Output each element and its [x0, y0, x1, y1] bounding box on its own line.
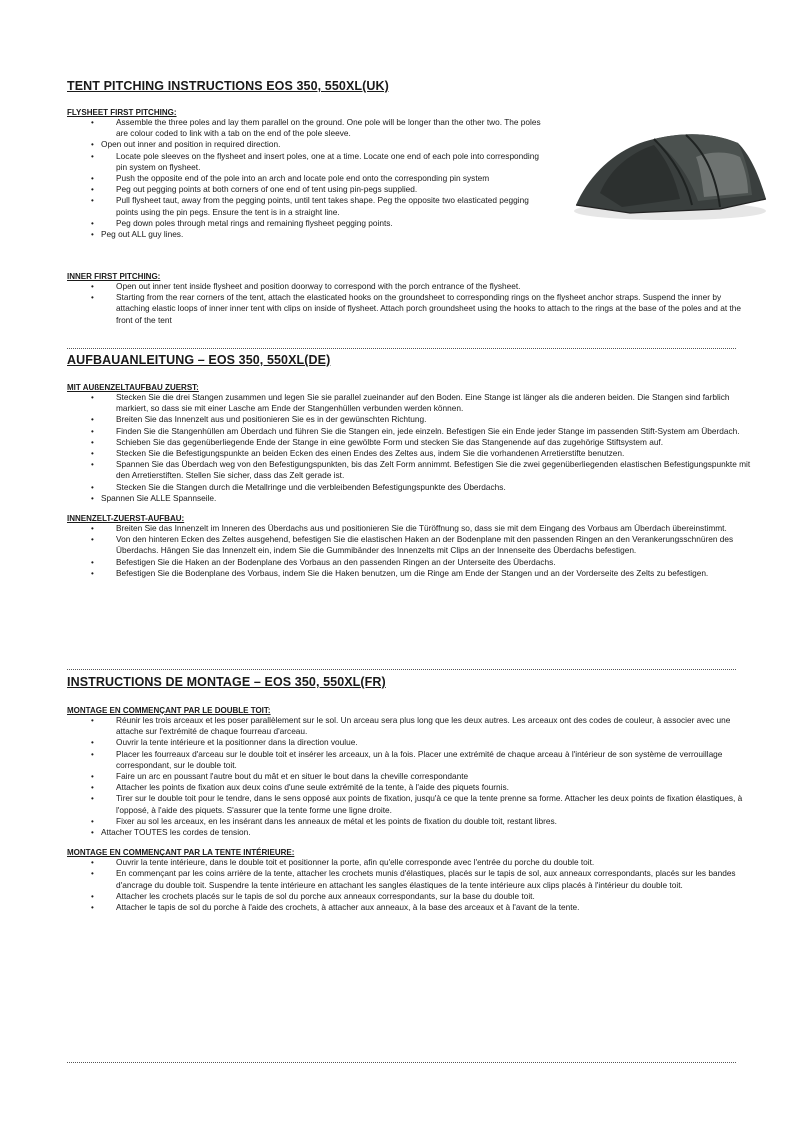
list-uk-flysheet [67, 117, 547, 240]
section-fr [67, 675, 757, 913]
section-title-uk: TENT PITCHING INSTRUCTIONS EOS 350, 550XL(UK) [67, 79, 389, 93]
list-item: • Attacher le tapis de sol du porche à l'aide des crochets, à attacher aux anneaux, à la base des arceaux et à l'avant de la tente. [67, 902, 757, 913]
list-item: • En commençant par les coins arrière de la tente, attacher les crochets munis d'élastiques, placés sur le tapis de sol, aux anneaux correspondants, placés sur les bandes d'ancrage du double toit. Suspendre la tente intérieure en attachant les sangles élastiques de la tente intérieure aux clips placés à l'intérieur du double toit. [67, 868, 757, 890]
list-item: • Attacher les crochets placés sur le tapis de sol du porche aux anneaux correspondants, sur la base du double toit. [67, 891, 757, 902]
list-item: • Von den hinteren Ecken des Zeltes ausgehend, befestigen Sie die elastischen Haken an der Bodenplane mit den passenden Ringen an den Verankerungsschnüren des Überdachs. Hängen Sie das Innenzelt ein, indem Sie die Gummibänder des Innenzelts mit Clips an der Innenseite des Überdachs befestigen. [67, 534, 757, 556]
list-item: • Push the opposite end of the pole into an arch and locate pole end onto the corresponding pin system [67, 173, 547, 184]
tent-illustration [570, 113, 770, 223]
list-de-inner [67, 523, 757, 579]
subheading-de-inner: INNENZELT-ZUERST-AUFBAU: [67, 514, 185, 524]
list-item: • Open out inner tent inside flysheet and position doorway to correspond with the porch entrance of the flysheet. [67, 281, 747, 292]
list-item: • Pull flysheet taut, away from the pegging points, until tent takes shape. Peg the opposite two elasticated pegging points using the pin pegs. Ensure the tent is in a straight line. [67, 195, 547, 217]
section-divider [67, 348, 736, 349]
list-item: • Befestigen Sie die Bodenplane des Vorbaus, indem Sie die Haken benutzen, um die Ringe am Ende der Stangen und an der Vorderseite des Zelts zu befestigen. [67, 568, 757, 579]
list-item: • Breiten Sie das Innenzelt aus und positionieren Sie es in der gewünschten Richtung. [67, 414, 757, 425]
subheading-fr-inner: MONTAGE EN COMMENÇANT PAR LA TENTE INTÉRIEURE: [67, 848, 295, 858]
list-uk-inner [67, 281, 747, 326]
section-divider [67, 1062, 736, 1063]
subheading-uk-inner: INNER FIRST PITCHING: [67, 272, 161, 281]
list-item: • Peg down poles through metal rings and remaining flysheet pegging points. [67, 218, 547, 229]
list-item: • Ouvrir la tente intérieure, dans le double toit et positionner la porte, afin qu'elle corresponde avec l'entrée du porche du double toit. [67, 857, 757, 868]
list-item: • Stecken Sie die Stangen durch die Metallringe und die verbleibenden Befestigungspunkte des Überdachs. [67, 482, 757, 493]
subheading-fr-flysheet: MONTAGE EN COMMENÇANT PAR LE DOUBLE TOIT: [67, 706, 271, 715]
list-item: • Locate pole sleeves on the flysheet and insert poles, one at a time. Locate one end of each pole into corresponding pin system on flysheet. [67, 151, 547, 173]
list-fr-flysheet [67, 715, 757, 838]
subheading-de-flysheet: MIT AUßENZELTAUFBAU ZUERST: [67, 383, 199, 392]
list-item: • Stecken Sie die Befestigungspunkte an beiden Ecken des einen Endes des Zeltes aus, indem Sie die vorhandenen Arretierstifte benutzen. [67, 448, 757, 459]
list-item: • Assemble the three poles and lay them parallel on the ground. One pole will be longer than the other two. The poles are colour coded to link with a tab on the end of the pole sleeve. [67, 117, 547, 139]
section-title-fr: INSTRUCTIONS DE MONTAGE – EOS 350, 550XL(FR) [67, 675, 386, 689]
list-item: • Spannen Sie das Überdach weg von den Befestigungspunkten, bis das Zelt Form annimmt. Befestigen Sie die zwei gegenüberliegenden elastischen Befestigungspunkte mit den Arretierstiften. Stellen Sie sicher, dass das Zelt gerade ist. [67, 459, 757, 481]
subheading-uk-flysheet: FLYSHEET FIRST PITCHING: [67, 108, 177, 117]
section-title-de: AUFBAUANLEITUNG – EOS 350, 550XL(DE) [67, 353, 331, 367]
list-item: • Stecken Sie die drei Stangen zusammen und legen Sie sie parallel zueinander auf den Boden. Eine Stange ist länger als die anderen beiden. Die Stangen sind farblich markiert, so dass sie mit einer Lasche am Ende der Stangenhüllen verbunden werden können. [67, 392, 757, 414]
list-item: • Peg out ALL guy lines. [67, 229, 547, 240]
list-item: • Starting from the rear corners of the tent, attach the elasticated hooks on the groundsheet to corresponding rings on the flysheet anchor straps. Suspend the inner by attaching elastic loops of inner inner tent with clips on inside of flysheet. Attach porch groundsheet using the hooks to attach to the rings at the base of the poles and at the front of the tent [67, 292, 747, 326]
section-divider [67, 669, 736, 670]
list-item: • Attacher les points de fixation aux deux coins d'une seule extrémité de la tente, à l'aide des piquets fournis. [67, 782, 757, 793]
list-item: • Breiten Sie das Innenzelt im Inneren des Überdachs aus und positionieren Sie die Türöffnung so, dass sie mit dem Eingang des Vorbaus am Überdach übereinstimmt. [67, 523, 757, 534]
list-item: • Spannen Sie ALLE Spannseile. [67, 493, 757, 504]
list-fr-inner [67, 857, 757, 913]
list-item: • Peg out pegging points at both corners of one end of tent using pin-pegs supplied. [67, 184, 547, 195]
list-item: • Ouvrir la tente intérieure et la positionner dans la direction voulue. [67, 737, 757, 748]
list-de-flysheet [67, 392, 757, 504]
list-item: • Finden Sie die Stangenhüllen am Überdach und führen Sie die Stangen ein, jede einzeln. Befestigen Sie ein Ende jeder Stange im passenden Stift-System am Überdach. [67, 426, 757, 437]
list-item: • Schieben Sie das gegenüberliegende Ende der Stange in eine gewölbte Form und stecken Sie das Stangenende auf das zugehörige Stiftsystem auf. [67, 437, 757, 448]
list-item: • Fixer au sol les arceaux, en les insérant dans les anneaux de métal et les points de fixation du double toit, restant libres. [67, 816, 757, 827]
list-item: • Befestigen Sie die Haken an der Bodenplane des Vorbaus an den passenden Ringen an der Unterseite des Überdachs. [67, 557, 757, 568]
list-item: • Attacher TOUTES les cordes de tension. [67, 827, 757, 838]
list-item: • Tirer sur le double toit pour le tendre, dans le sens opposé aux points de fixation, jusqu'à ce que la tente prenne sa forme. Attacher les deux points de fixation élastiques, à l'opposé, à l'aide des piquets. S'assurer que la tente forme une ligne droite. [67, 793, 757, 815]
list-item: • Open out inner and position in required direction. [67, 139, 547, 150]
section-uk [67, 79, 547, 240]
list-item: • Placer les fourreaux d'arceau sur le double toit et insérer les arceaux, un à la fois. Placer une extrémité de chaque arceau à l'intérieur de son système de verrouillage correspondant, sur le double toit. [67, 749, 757, 771]
section-uk-inner [67, 272, 747, 326]
section-de [67, 353, 757, 579]
list-item: • Faire un arc en poussant l'autre bout du mât et en situer le bout dans la cheville correspondante [67, 771, 757, 782]
list-item: • Réunir les trois arceaux et les poser parallèlement sur le sol. Un arceau sera plus long que les deux autres. Les arceaux ont des codes de couleur, à associer avec une attache sur l'extrémité de chaque fourreau d'arceau. [67, 715, 757, 737]
